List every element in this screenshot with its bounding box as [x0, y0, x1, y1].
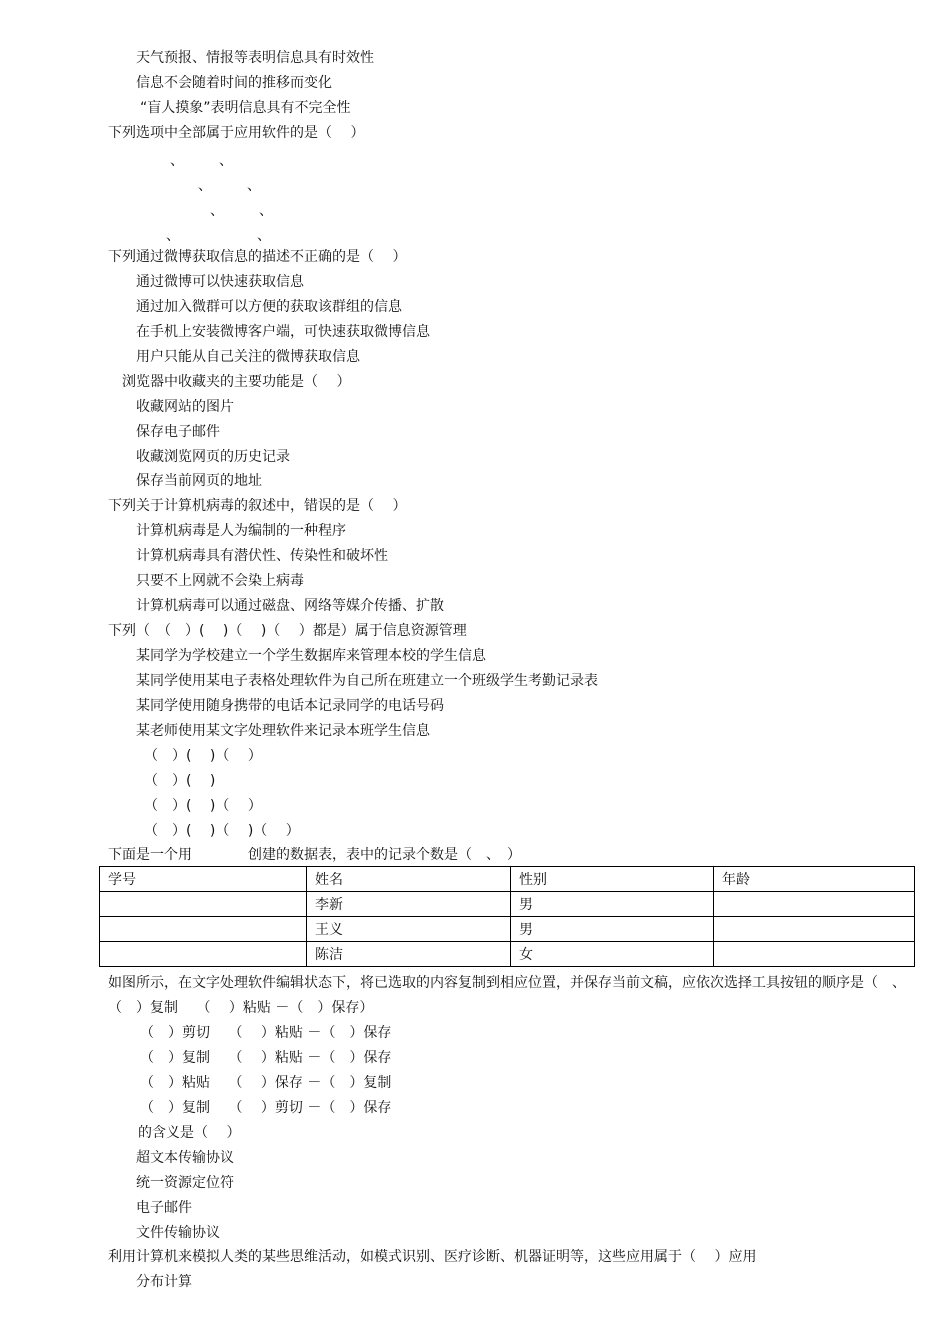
- text-line: 某同学使用随身携带的电话本记录同学的电话号码: [136, 698, 444, 714]
- table-cell: [100, 917, 307, 942]
- table-header-row: [100, 867, 915, 892]
- table-cell: [100, 892, 307, 917]
- question-text: 浏览器中收藏夹的主要功能是（ ）: [122, 374, 351, 390]
- text-line: 保存当前网页的地址: [136, 473, 262, 489]
- text-line: 通过微博可以快速获取信息: [136, 274, 304, 290]
- table-cell: 李新: [307, 892, 511, 917]
- question-text: 下列通过微博获取信息的描述不正确的是（ ）: [108, 249, 407, 265]
- question-text: 的含义是（ ）: [138, 1125, 241, 1141]
- table-cell: [714, 892, 915, 917]
- table-cell: 女: [511, 942, 714, 967]
- question-text: 下列关于计算机病毒的叙述中，错误的是（ ）: [108, 498, 407, 514]
- question-text: 下列选项中全部属于应用软件的是（ ）: [108, 125, 365, 141]
- text-line: 计算机病毒可以通过磁盘、网络等媒介传播、扩散: [136, 598, 444, 614]
- table-cell: 王义: [307, 917, 511, 942]
- text-line: 统一资源定位符: [136, 1175, 234, 1191]
- text-line: 保存电子邮件: [136, 424, 220, 440]
- text-line: （ ）( )（ ）: [144, 748, 262, 764]
- text-line: 计算机病毒具有潜伏性、传染性和破坏性: [136, 548, 388, 564]
- text-line: （ ）( ): [144, 773, 216, 789]
- text-line: （ ）粘贴 （ ）保存 －（ ）复制: [140, 1075, 392, 1091]
- table-cell: 陈洁: [307, 942, 511, 967]
- text-line: 、 、: [198, 178, 261, 194]
- text-line: 某同学使用某电子表格处理软件为自己所在班建立一个班级学生考勤记录表: [136, 673, 598, 689]
- text-line: （ ）复制 （ ）剪切 －（ ）保存: [140, 1100, 392, 1116]
- table-cell: [100, 942, 307, 967]
- text-line: 收藏网站的图片: [136, 399, 234, 415]
- text-line: 、 、: [210, 203, 273, 219]
- question-text: 下面是一个用 创建的数据表，表中的记录个数是（ 、 ）: [108, 847, 521, 863]
- table-header-cell: 年龄: [714, 867, 915, 892]
- table-header-cell: 姓名: [307, 867, 511, 892]
- text-line: 天气预报、情报等表明信息具有时效性: [136, 50, 374, 66]
- text-line: 、 、: [170, 153, 233, 169]
- text-line: 、 、: [166, 228, 271, 244]
- table-row: [100, 917, 915, 942]
- table-header-cell: 学号: [100, 867, 307, 892]
- text-line: （ ）剪切 （ ）粘贴 －（ ）保存: [140, 1025, 392, 1041]
- text-line: 某同学为学校建立一个学生数据库来管理本校的学生信息: [136, 648, 486, 664]
- table-row: [100, 942, 915, 967]
- table-header-cell: 性别: [511, 867, 714, 892]
- text-line: （ ）复制 （ ）粘贴 －（ ）保存: [140, 1050, 392, 1066]
- text-line: 只要不上网就不会染上病毒: [136, 573, 304, 589]
- text-line: 用户只能从自己关注的微博获取信息: [136, 349, 360, 365]
- text-line: 收藏浏览网页的历史记录: [136, 449, 290, 465]
- text-line: 某老师使用某文字处理软件来记录本班学生信息: [136, 723, 430, 739]
- text-line: 计算机病毒是人为编制的一种程序: [136, 523, 346, 539]
- table-cell: 男: [511, 917, 714, 942]
- question-text: 利用计算机来模拟人类的某些思维活动，如模式识别、医疗诊断、机器证明等，这些应用属于（ ）应用: [108, 1249, 757, 1265]
- text-line: （ ）( )（ )（ ）: [144, 823, 300, 839]
- text-line: 信息不会随着时间的推移而变化: [136, 75, 332, 91]
- question-text: 下列（ （ ）( )（ )（ ）都是）属于信息资源管理: [108, 623, 467, 639]
- text-line: 超文本传输协议: [136, 1150, 234, 1166]
- table-cell: [714, 942, 915, 967]
- text-line: 文件传输协议: [136, 1225, 220, 1241]
- text-line: “盲人摸象”表明信息具有不完全性: [140, 100, 351, 116]
- question-text: 如图所示，在文字处理软件编辑状态下，将已选取的内容复制到相应位置，并保存当前文稿，应依次选择工具按钮的顺序是（ 、: [108, 975, 906, 991]
- table-row: [100, 892, 915, 917]
- text-line: 在手机上安装微博客户端，可快速获取微博信息: [136, 324, 430, 340]
- text-line: 电子邮件: [136, 1200, 192, 1216]
- text-line: （ ）( )（ ）: [144, 798, 262, 814]
- text-line: （ ）复制 （ ）粘贴 －（ ）保存）: [108, 1000, 374, 1016]
- text-line: 通过加入微群可以方便的获取该群组的信息: [136, 299, 402, 315]
- table-cell: 男: [511, 892, 714, 917]
- table-cell: [714, 917, 915, 942]
- text-line: 分布计算: [136, 1274, 192, 1290]
- data-table: [99, 866, 915, 967]
